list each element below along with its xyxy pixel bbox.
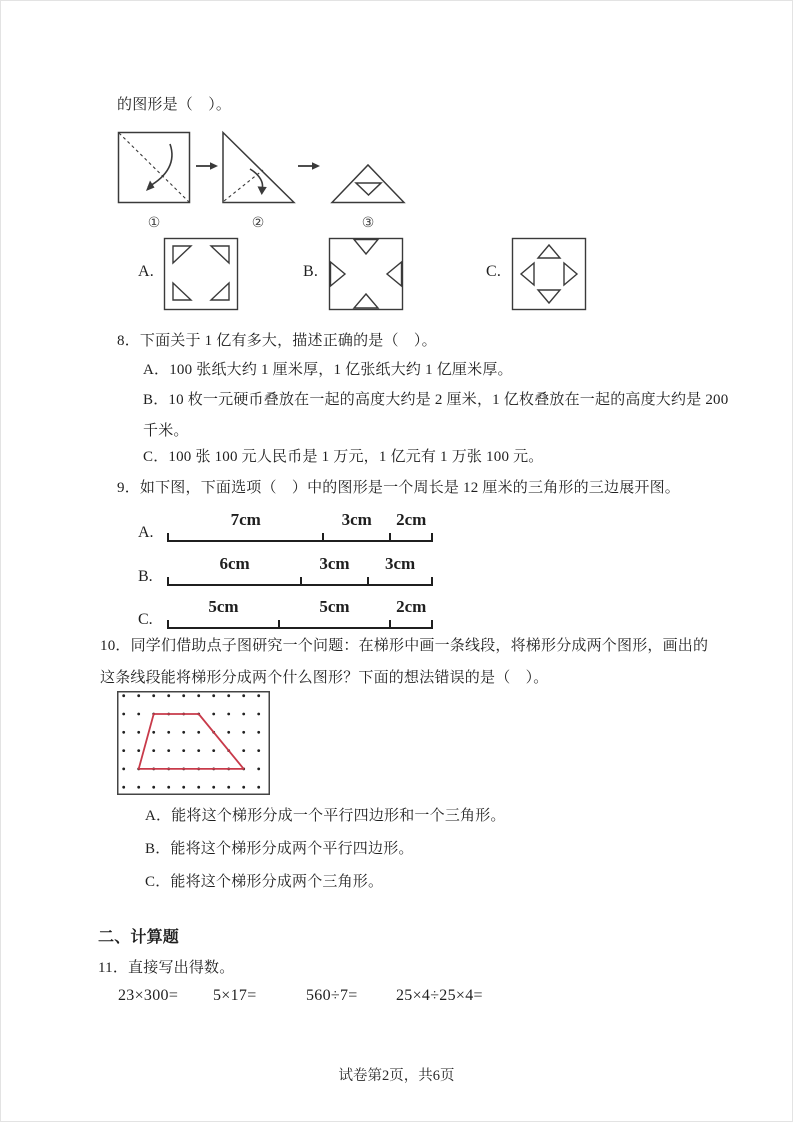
dot-grid-figure xyxy=(117,691,270,795)
float-triangle-left-outward xyxy=(521,263,534,285)
q11-stem: 11．直接写出得数。 xyxy=(98,960,235,976)
q10-option-a: A．能将这个梯形分成一个平行四边形和一个三角形。 xyxy=(145,808,506,824)
page-footer: 试卷第2页，共6页 xyxy=(338,1068,455,1084)
step-arrowhead-1 xyxy=(210,162,218,170)
segment-length-label: 3cm xyxy=(341,510,372,529)
grid-dot xyxy=(257,694,260,697)
segment xyxy=(389,510,433,542)
segment-length-label: 2cm xyxy=(396,597,427,616)
q10-stem-line1: 10．同学们借助点子图研究一个问题：在梯形中画一条线段，将梯形分成两个图形，画出的 xyxy=(100,638,709,654)
segment-bar xyxy=(167,554,433,586)
grid-dot xyxy=(167,731,170,734)
grid-dot xyxy=(182,731,185,734)
segment xyxy=(278,597,389,629)
float-triangle-bottom-outward xyxy=(538,290,560,303)
segment xyxy=(167,554,300,586)
q10-option-c: C．能将这个梯形分成两个三角形。 xyxy=(145,874,384,890)
fold-step3-notch xyxy=(356,183,381,195)
grid-dot xyxy=(152,749,155,752)
grid-dot xyxy=(227,713,230,716)
grid-dot xyxy=(197,694,200,697)
grid-dot xyxy=(212,713,215,716)
grid-dot xyxy=(242,786,245,789)
section2-title: 二、计算题 xyxy=(98,929,180,946)
edge-triangle-bottom-inward xyxy=(354,294,378,308)
q11-expression-4: 25×4÷25×4= xyxy=(396,987,483,1004)
grid-dot xyxy=(227,694,230,697)
option-c-square xyxy=(513,239,586,310)
grid-dot xyxy=(197,749,200,752)
q7-option-a-label: A. xyxy=(138,263,154,280)
segment-length-label: 5cm xyxy=(319,597,350,616)
q7-option-c-figure xyxy=(511,237,587,311)
edge-triangle-top-inward xyxy=(354,240,378,255)
grid-dot xyxy=(167,749,170,752)
q11-expression-3: 560÷7= xyxy=(306,987,358,1004)
segment-strip-row xyxy=(138,510,433,542)
q11-expression-2: 5×17= xyxy=(213,987,257,1004)
grid-dot xyxy=(122,768,125,771)
corner-triangle-bottom-left xyxy=(173,283,191,300)
segment-row-label: B. xyxy=(138,568,153,585)
q7-option-b-figure xyxy=(328,237,404,311)
q8-option-c: C．100 张 100 元人民币是 1 万元，1 亿元有 1 万张 100 元。 xyxy=(143,449,544,465)
option-a-square xyxy=(165,239,238,310)
segment xyxy=(167,510,322,542)
grid-dot xyxy=(257,768,260,771)
segment xyxy=(367,554,434,586)
fold-line-diagonal xyxy=(119,133,189,202)
grid-dot xyxy=(137,731,140,734)
grid-dot xyxy=(197,731,200,734)
segment-strip-row xyxy=(138,597,433,629)
segment xyxy=(167,597,278,629)
segment-row-label: A. xyxy=(138,524,154,541)
grid-dot xyxy=(257,731,260,734)
grid-dot xyxy=(242,731,245,734)
segment-length-label: 3cm xyxy=(384,554,416,573)
edge-triangle-right-inward xyxy=(387,262,402,286)
segment-strip-row xyxy=(138,554,433,586)
q7-option-a-figure xyxy=(163,237,239,311)
grid-dot xyxy=(122,731,125,734)
grid-dot xyxy=(257,749,260,752)
fold-sequence-diagram xyxy=(116,131,408,235)
grid-dot xyxy=(257,786,260,789)
segment-bar xyxy=(167,597,433,629)
segment-length-label: 7cm xyxy=(230,510,261,529)
fold-step2-triangle xyxy=(223,133,294,203)
segment-row-label: C. xyxy=(138,611,153,628)
grid-dot xyxy=(182,694,185,697)
q8-option-b-line1: B．10 枚一元硬币叠放在一起的高度大约是 2 厘米，1 亿枚叠放在一起的高度大约是 200 xyxy=(143,392,729,408)
q8-option-a: A．100 张纸大约 1 厘米厚，1 亿张纸大约 1 亿厘米厚。 xyxy=(143,362,513,378)
grid-dot xyxy=(152,731,155,734)
fold-step1-label: ① xyxy=(147,215,161,231)
grid-dot xyxy=(137,713,140,716)
option-b-square xyxy=(330,239,403,310)
question7-intro-text: 的图形是（ ）。 xyxy=(117,97,232,113)
q10-stem-line2: 这条线段能将梯形分成两个什么图形？下面的想法错误的是（ ）。 xyxy=(100,670,549,686)
grid-dot xyxy=(227,786,230,789)
corner-triangle-top-left xyxy=(173,246,191,263)
grid-dot xyxy=(152,786,155,789)
fold-step2-label: ② xyxy=(251,215,265,231)
grid-dot xyxy=(212,749,215,752)
grid-dot xyxy=(137,749,140,752)
edge-triangle-left-inward xyxy=(331,262,346,286)
fold-arrow-curved-2 xyxy=(250,169,263,189)
segment-length-label: 6cm xyxy=(219,554,250,573)
corner-triangle-top-right xyxy=(211,246,229,263)
grid-dot xyxy=(212,694,215,697)
q9-stem: 9．如下图，下面选项（ ）中的图形是一个周长是 12 厘米的三角形的三边展开图。 xyxy=(117,480,681,496)
grid-dot xyxy=(137,786,140,789)
segment-length-label: 5cm xyxy=(208,597,239,616)
trapezoid-outline xyxy=(139,714,244,769)
float-triangle-top-outward xyxy=(538,245,560,258)
q7-option-b-label: B. xyxy=(303,263,319,280)
grid-dot xyxy=(122,786,125,789)
grid-dot xyxy=(242,713,245,716)
segment xyxy=(300,554,367,586)
grid-dot xyxy=(242,694,245,697)
dot-grid-border xyxy=(118,692,270,795)
grid-dot xyxy=(227,731,230,734)
grid-dot xyxy=(152,694,155,697)
grid-dot xyxy=(167,694,170,697)
segment-length-label: 3cm xyxy=(319,554,350,573)
grid-dot xyxy=(122,694,125,697)
grid-dot xyxy=(197,786,200,789)
grid-dot xyxy=(122,749,125,752)
fold-arrowhead-1 xyxy=(146,181,155,192)
grid-dot xyxy=(182,749,185,752)
segment-bar xyxy=(167,510,433,542)
corner-triangle-bottom-right xyxy=(211,283,229,300)
q8-stem: 8．下面关于 1 亿有多大，描述正确的是（ ）。 xyxy=(117,333,437,349)
grid-dot xyxy=(242,749,245,752)
grid-dot xyxy=(182,786,185,789)
grid-dot xyxy=(212,786,215,789)
float-triangle-right-outward xyxy=(564,263,577,285)
step-arrowhead-2 xyxy=(312,162,320,170)
q11-expression-1: 23×300= xyxy=(118,987,179,1004)
grid-dot xyxy=(257,713,260,716)
fold-step3-label: ③ xyxy=(361,215,375,231)
fold-arrowhead-2 xyxy=(258,186,267,195)
grid-dot xyxy=(167,786,170,789)
fold-arrow-curved-1 xyxy=(148,144,172,187)
segment xyxy=(322,510,389,542)
q10-option-b: B．能将这个梯形分成两个平行四边形。 xyxy=(145,841,414,857)
segment-length-label: 2cm xyxy=(396,510,427,529)
grid-dot xyxy=(137,694,140,697)
q8-option-b-line2: 千米。 xyxy=(143,423,189,439)
q7-option-c-label: C. xyxy=(486,263,502,280)
segment xyxy=(389,597,433,629)
grid-dot xyxy=(122,713,125,716)
